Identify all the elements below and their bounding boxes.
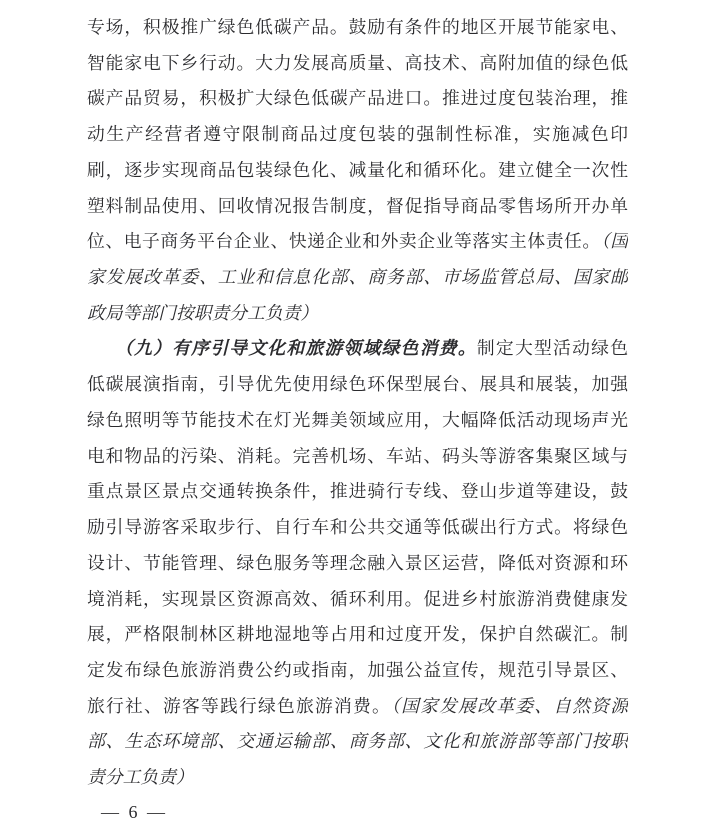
text-line — [87, 724, 628, 760]
text-run-body: 励引导游客采取步行、自行车和公共交通等低碳出行方式。将绿色 — [87, 517, 628, 538]
text-run-body: 电和物品的污染、消耗。完善机场、车站、码头等游客集聚区域与 — [87, 445, 628, 466]
text-run-body: 智能家电下乡行动。大力发展高质量、高技术、高附加值的绿色低 — [87, 52, 628, 73]
text-line — [87, 403, 628, 439]
text-line — [87, 689, 628, 725]
text-line — [87, 46, 628, 82]
text-run-body: 动生产经营者遵守限制商品过度包装的强制性标准，实施减色印 — [87, 124, 628, 145]
text-line — [87, 617, 628, 653]
text-line — [87, 224, 628, 260]
text-line — [87, 367, 628, 403]
text-line — [87, 439, 628, 475]
text-line — [87, 510, 628, 546]
text-run-body: 碳产品贸易，积极扩大绿色低碳产品进口。推进过度包装治理，推 — [87, 88, 628, 109]
text-run-kai-bold: （九）有序引导文化和旅游领域绿色消费。 — [115, 338, 477, 359]
text-line — [87, 331, 628, 367]
text-run-kai: （国 — [600, 231, 628, 252]
text-run-kai: 政局等部门按职责分工负责） — [87, 302, 319, 323]
text-run-body: 绿色照明等节能技术在灯光舞美领域应用，大幅降低活动现场声光 — [87, 409, 628, 430]
text-run-kai: （国家发展改革委、自然资源 — [391, 695, 628, 716]
text-line — [87, 117, 628, 153]
text-run-body: 重点景区景点交通转换条件，推进骑行专线、登山步道等建设，鼓 — [87, 481, 628, 502]
text-run-body: 定发布绿色旅游消费公约或指南，加强公益宣传，规范引导景区、 — [87, 659, 628, 680]
text-line — [87, 260, 628, 296]
text-run-body: 旅行社、游客等践行绿色旅游消费。 — [87, 695, 392, 716]
text-run-kai: 责分工负责） — [87, 767, 194, 788]
text-run-body: 刷，逐步实现商品包装绿色化、减量化和循环化。建立健全一次性 — [87, 159, 628, 180]
text-run-body: 展，严格限制林区耕地湿地等占用和过度开发，保护自然碳汇。制 — [87, 624, 628, 645]
text-line — [87, 582, 628, 618]
text-run-body: 低碳展演指南，引导优先使用绿色环保型展台、展具和展装，加强 — [87, 374, 628, 395]
text-line — [87, 653, 628, 689]
text-run-body: 位、电子商务平台企业、快递企业和外卖企业等落实主体责任。 — [87, 231, 601, 252]
text-line — [87, 10, 628, 46]
text-line — [87, 760, 628, 796]
text-line — [87, 474, 628, 510]
text-run-body: 专场，积极推广绿色低碳产品。鼓励有条件的地区开展节能家电、 — [87, 17, 628, 37]
text-line — [87, 189, 628, 225]
document-body — [87, 10, 628, 796]
text-line — [87, 81, 628, 117]
text-run-kai: 部、生态环境部、交通运输部、商务部、文化和旅游部等部门按职 — [87, 731, 628, 752]
text-run-body: 塑料制品使用、回收情况报告制度，督促指导商品零售场所开办单 — [87, 195, 628, 216]
text-run-body: 制定大型活动绿色 — [476, 338, 628, 359]
text-run-body: 设计、节能管理、绿色服务等理念融入景区运营，降低对资源和环 — [87, 552, 628, 573]
text-line — [87, 153, 628, 189]
text-run-body: 境消耗，实现景区资源高效、循环利用。促进乡村旅游消费健康发 — [87, 588, 628, 609]
page-number: — 6 — — [101, 802, 168, 822]
text-line — [87, 296, 628, 332]
text-line — [87, 546, 628, 582]
text-run-kai: 家发展改革委、工业和信息化部、商务部、市场监管总局、国家邮 — [87, 267, 628, 288]
